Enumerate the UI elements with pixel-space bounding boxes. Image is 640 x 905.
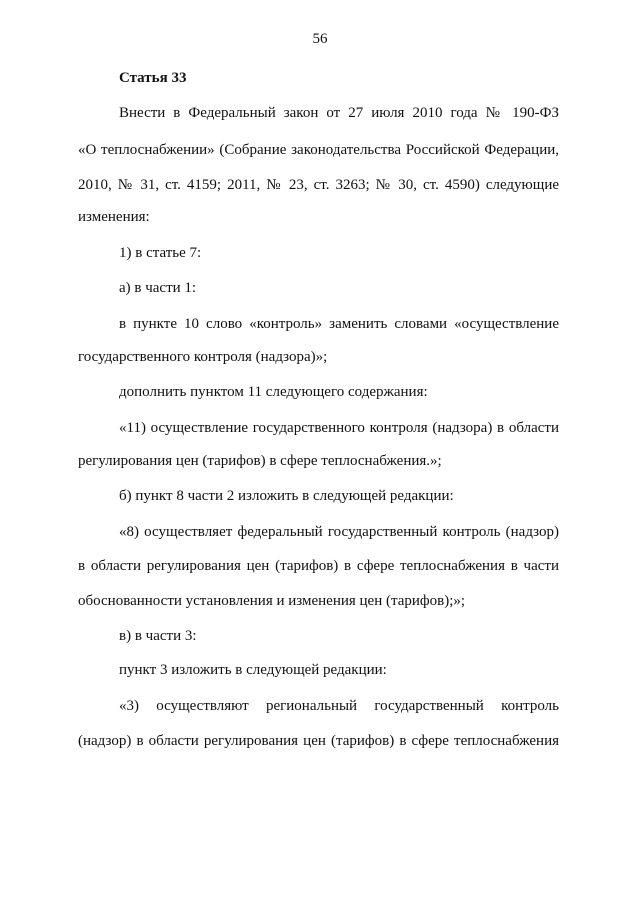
quoted-line: «8) осуществляет федеральный государственный контроль (надзор) [119, 524, 559, 540]
paragraph-line: изменения: [78, 209, 150, 225]
paragraph-line: пункт 3 изложить в следующей редакции: [119, 662, 387, 678]
list-item-line: б) пункт 8 части 2 изложить в следующей редакции: [119, 488, 454, 504]
paragraph-line: 2010, № 31, ст. 4159; 2011, № 23, ст. 3263; № 30, ст. 4590) следующие [78, 177, 559, 193]
list-item-line: а) в части 1: [119, 280, 197, 296]
quoted-line: обоснованности установления и изменения цен (тарифов);»; [78, 593, 466, 609]
paragraph-line: дополнить пунктом 11 следующего содержания: [119, 384, 428, 400]
list-item-line: 1) в статье 7: [119, 245, 202, 261]
quoted-line: «3) осуществляют региональный государственный контроль [119, 698, 559, 714]
paragraph-line: государственного контроля (надзора)»; [78, 349, 328, 365]
paragraph-line: «О теплоснабжении» (Собрание законодательства Российской Федерации, [78, 142, 559, 158]
quoted-line: регулирования цен (тарифов) в сфере теплоснабжения.»; [78, 453, 442, 469]
article-heading: Статья 33 [119, 70, 187, 86]
list-item-line: в) в части 3: [119, 628, 197, 644]
quoted-line: (надзор) в области регулирования цен (тарифов) в сфере теплоснабжения [78, 733, 559, 749]
quoted-line: в области регулирования цен (тарифов) в сфере теплоснабжения в части [78, 558, 559, 574]
paragraph-line: в пункте 10 слово «контроль» заменить словами «осуществление [119, 316, 559, 332]
paragraph-line: Внести в Федеральный закон от 27 июля 2010 года № 190-ФЗ [119, 105, 559, 121]
quoted-line: «11) осуществление государственного контроля (надзора) в области [119, 420, 559, 436]
page-number: 56 [312, 31, 328, 47]
